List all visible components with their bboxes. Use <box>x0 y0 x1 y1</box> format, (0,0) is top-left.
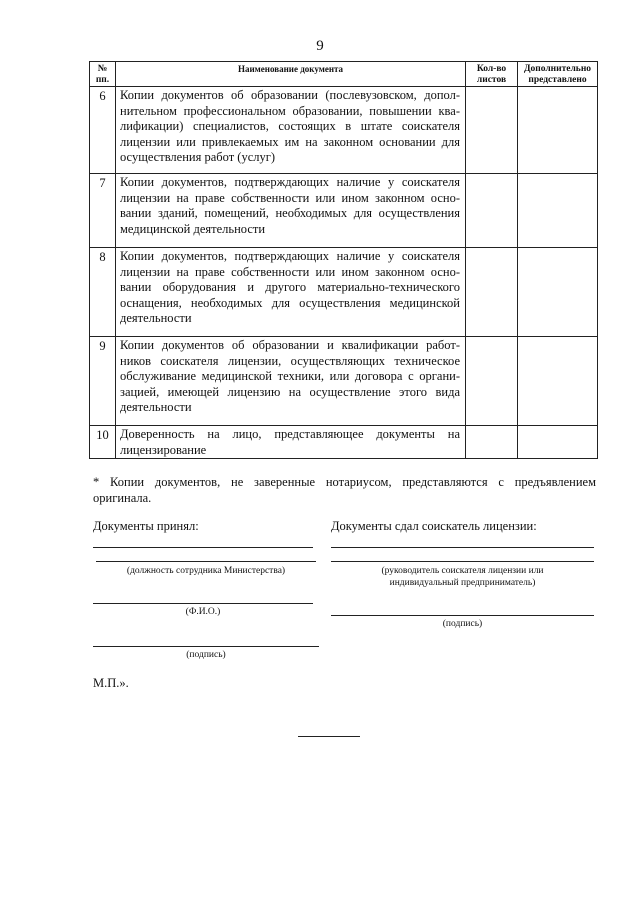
row-number: 6 <box>90 87 116 174</box>
row-sheet-count <box>466 426 518 459</box>
row-document-name <box>116 248 466 337</box>
header-num <box>90 62 116 87</box>
documents-table <box>89 61 598 459</box>
page-number: 9 <box>316 38 324 54</box>
signature-line-right <box>331 615 594 616</box>
row-document-name <box>116 426 466 459</box>
stamp-mark: М.П.». <box>93 676 129 690</box>
document-name-line: деятельности <box>120 400 192 414</box>
document-name-line: Доверенность на лицо, представляющее документы на <box>120 427 460 441</box>
document-name-line: нительном профессиональном образовании, повышении ква- <box>120 103 460 118</box>
row-additional <box>518 87 598 174</box>
document-name-line: вании зданий, помещений, необходимых для осуществления <box>120 206 460 220</box>
header-num-line2: пп. <box>95 75 110 85</box>
head-caption <box>331 565 594 589</box>
submitted-label: Документы сдал соискатель лицензии: <box>331 519 537 533</box>
accepted-blank-line <box>93 547 313 548</box>
row-number: 8 <box>90 248 116 337</box>
document-name-line: Копии документов об образовании (послевузовском, допол- <box>120 88 460 102</box>
document-name-line: Копии документов, подтверждающих наличие у соискателя <box>120 249 460 263</box>
footnote-line2: оригинала. <box>93 491 152 505</box>
submitted-blank-line <box>331 547 594 548</box>
document-name-line: лицензирование <box>120 442 207 457</box>
row-sheet-count <box>466 248 518 337</box>
signature-caption-left: (подпись) <box>186 650 226 660</box>
fio-caption: (Ф.И.О.) <box>185 607 221 617</box>
document-name-line: оснащения, необходимых для осуществления медицинской <box>120 295 460 310</box>
row-number: 9 <box>90 337 116 426</box>
document-name-line: вании оборудования и другого материально-технического <box>120 280 460 294</box>
document-name-line: деятельности <box>120 311 192 325</box>
row-document-name <box>116 87 466 174</box>
document-name-line: ников соискателя лицензии, осуществляющих техническое <box>120 353 460 368</box>
row-sheet-count <box>466 174 518 248</box>
table-row <box>90 248 598 337</box>
row-additional <box>518 248 598 337</box>
row-number: 10 <box>90 426 116 459</box>
row-document-name <box>116 337 466 426</box>
header-count-line2: листов <box>476 75 507 85</box>
row-sheet-count <box>466 87 518 174</box>
header-extra <box>518 62 598 87</box>
head-caption-line2: индивидуальный предприниматель) <box>389 578 536 588</box>
header-extra-line2: представлено <box>528 75 587 85</box>
document-name-line: зацией, имеющей лицензию на осуществление этого вида <box>120 384 460 399</box>
footnote <box>93 474 596 506</box>
footnote-line1: * Копии документов, не заверенные нотариусом, представляются с предъявлением <box>93 475 596 489</box>
header-name: Наименование документа <box>116 62 466 87</box>
document-name-line: Копии документов об образовании и квалификации работ- <box>120 338 460 352</box>
row-document-name <box>116 174 466 248</box>
head-signature-line <box>331 561 594 562</box>
position-caption: (должность сотрудника Министерства) <box>126 566 286 576</box>
document-name-line: осуществления работ (услуг) <box>120 150 276 164</box>
document-name-line: лификации) специалистов, состоящих в штате соискателя <box>120 119 460 133</box>
document-name-line: лицензии на праве собственности или ином законном осно- <box>120 264 460 279</box>
head-caption-line1: (руководитель соискателя лицензии или <box>381 566 544 576</box>
row-sheet-count <box>466 337 518 426</box>
row-additional <box>518 426 598 459</box>
signature-line-left <box>93 646 319 647</box>
document-name-line: обслуживание медицинской техники, или договора с органи- <box>120 369 460 383</box>
position-signature-line <box>96 561 316 562</box>
table-row <box>90 337 598 426</box>
header-count <box>466 62 518 87</box>
document-name-line: лицензии или привлекаемых им на законном основании для <box>120 134 460 149</box>
end-rule <box>298 736 360 737</box>
row-number: 7 <box>90 174 116 248</box>
accepted-label: Документы принял: <box>93 519 199 533</box>
table-row <box>90 87 598 174</box>
table-row <box>90 174 598 248</box>
table-header-row <box>90 62 598 87</box>
header-num-line1: № <box>97 64 108 74</box>
fio-line <box>93 603 313 604</box>
row-additional <box>518 174 598 248</box>
document-name-line: лицензии на праве собственности или ином законном осно- <box>120 190 460 205</box>
document-name-line: Копии документов, подтверждающих наличие у соискателя <box>120 175 460 189</box>
signature-caption-right: (подпись) <box>442 619 483 629</box>
header-extra-line1: Дополнительно <box>523 64 592 74</box>
row-additional <box>518 337 598 426</box>
document-name-line: медицинской деятельности <box>120 221 266 236</box>
table-row <box>90 426 598 459</box>
header-count-line1: Кол-во <box>476 64 507 74</box>
